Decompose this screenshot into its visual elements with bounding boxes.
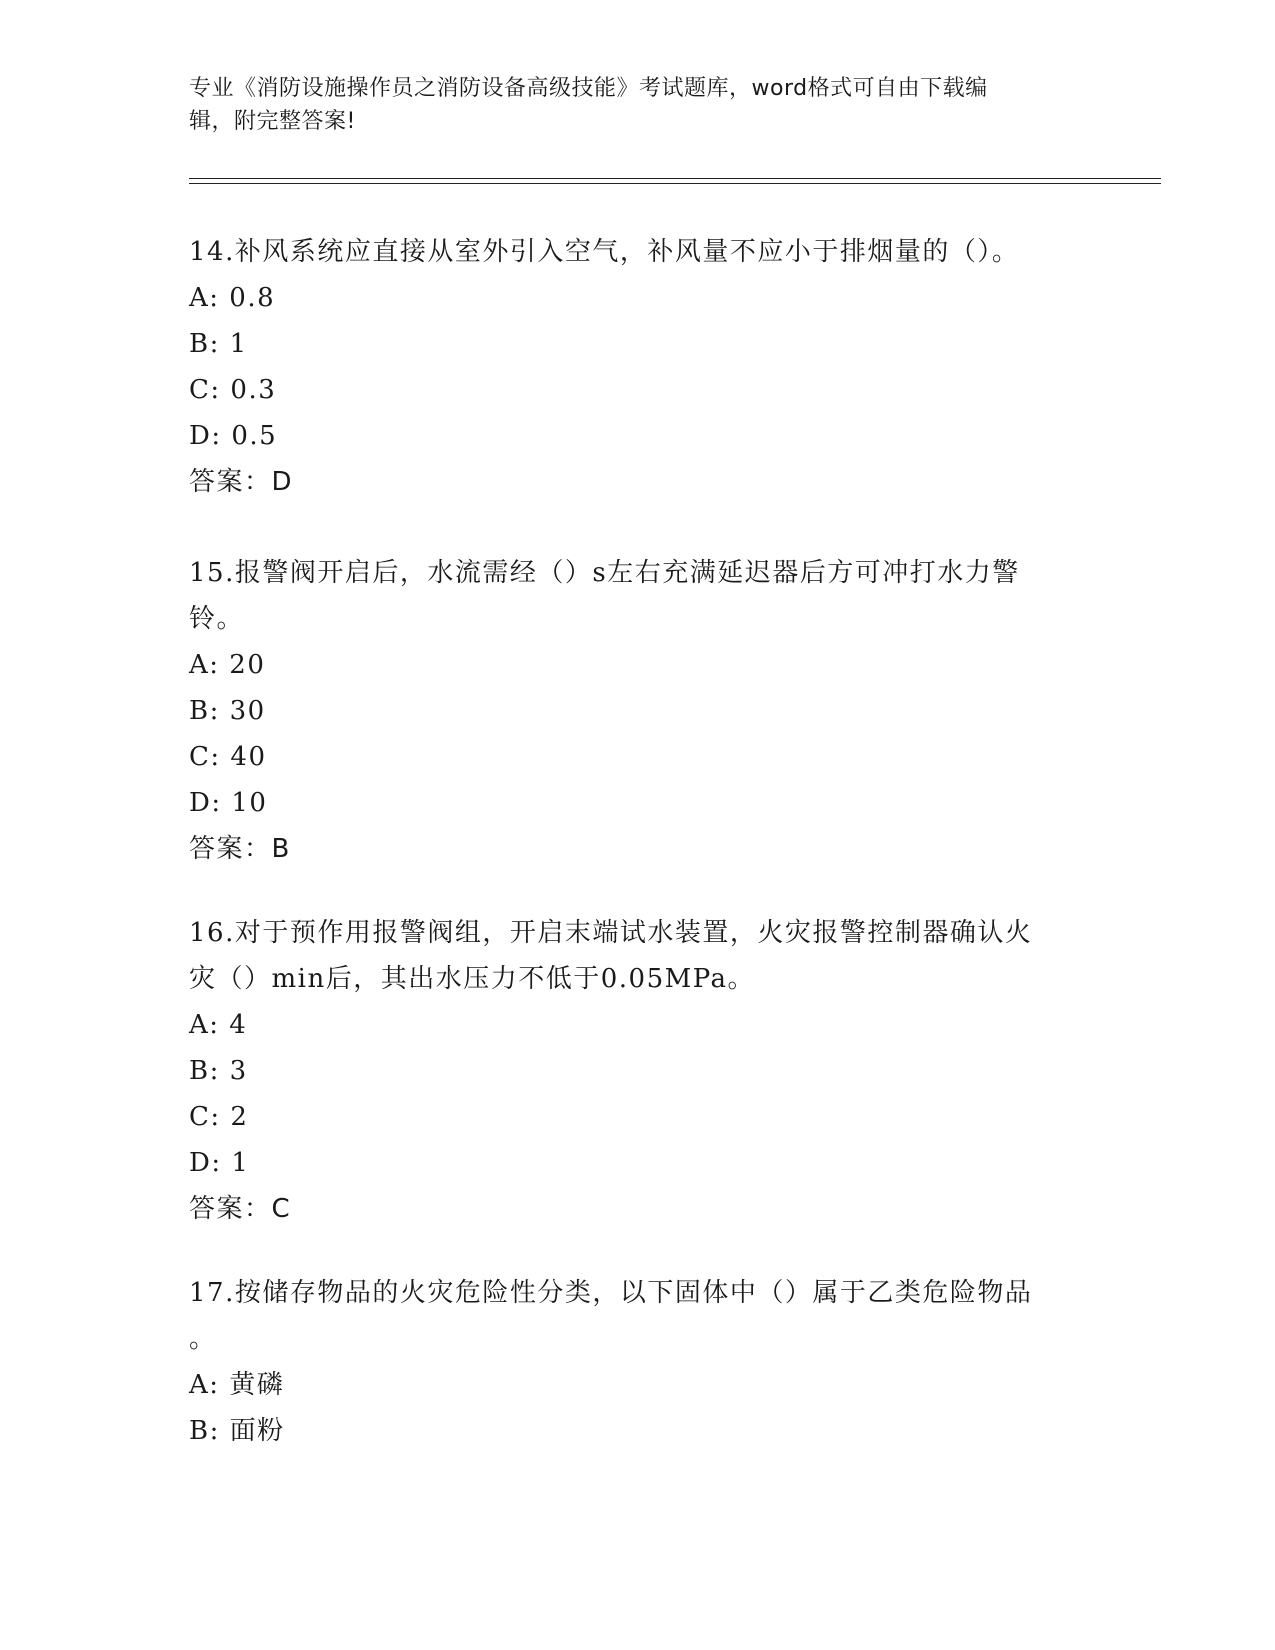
option-b: B: 3	[189, 1056, 248, 1086]
option-a: A: 4	[189, 1010, 248, 1040]
question-15	[189, 550, 1089, 872]
question-text-continued: 灾（）min后，其出水压力不低于0.05MPa。	[189, 964, 756, 994]
answer: 答案：B	[189, 834, 291, 864]
option-c: C: 40	[189, 742, 267, 772]
question-16	[189, 910, 1089, 1232]
header-divider-bottom	[189, 183, 1161, 184]
header-divider-top	[189, 178, 1161, 179]
option-d: D: 1	[189, 1148, 250, 1178]
option-c: C: 2	[189, 1102, 249, 1132]
question-text: 14.补风系统应直接从室外引入空气，补风量不应小于排烟量的（）。	[189, 237, 1020, 267]
question-text-continued: 。	[189, 1324, 217, 1354]
header-line-2: 辑，附完整答案!	[189, 109, 356, 134]
option-a: A: 20	[189, 650, 266, 680]
document-header	[189, 72, 1089, 138]
option-d: D: 0.5	[189, 421, 278, 451]
question-14	[189, 229, 1089, 505]
answer: 答案：D	[189, 467, 294, 497]
option-b: B: 面粉	[189, 1416, 285, 1446]
header-line-1: 专业《消防设施操作员之消防设备高级技能》考试题库，word格式可自由下载编	[189, 76, 988, 101]
answer: 答案：C	[189, 1194, 292, 1224]
option-a: A: 黄磷	[189, 1370, 285, 1400]
option-a: A: 0.8	[189, 283, 276, 313]
question-text: 15.报警阀开启后，水流需经（）s左右充满延迟器后方可冲打水力警	[189, 558, 1020, 588]
question-17	[189, 1270, 1089, 1454]
option-c: C: 0.3	[189, 375, 277, 405]
question-text: 16.对于预作用报警阀组，开启末端试水装置，火灾报警控制器确认火	[189, 918, 1033, 948]
question-text-continued: 铃。	[189, 604, 245, 634]
question-text: 17.按储存物品的火灾危险性分类，以下固体中（）属于乙类危险物品	[189, 1278, 1033, 1308]
option-b: B: 30	[189, 696, 266, 726]
option-b: B: 1	[189, 329, 248, 359]
option-d: D: 10	[189, 788, 268, 818]
